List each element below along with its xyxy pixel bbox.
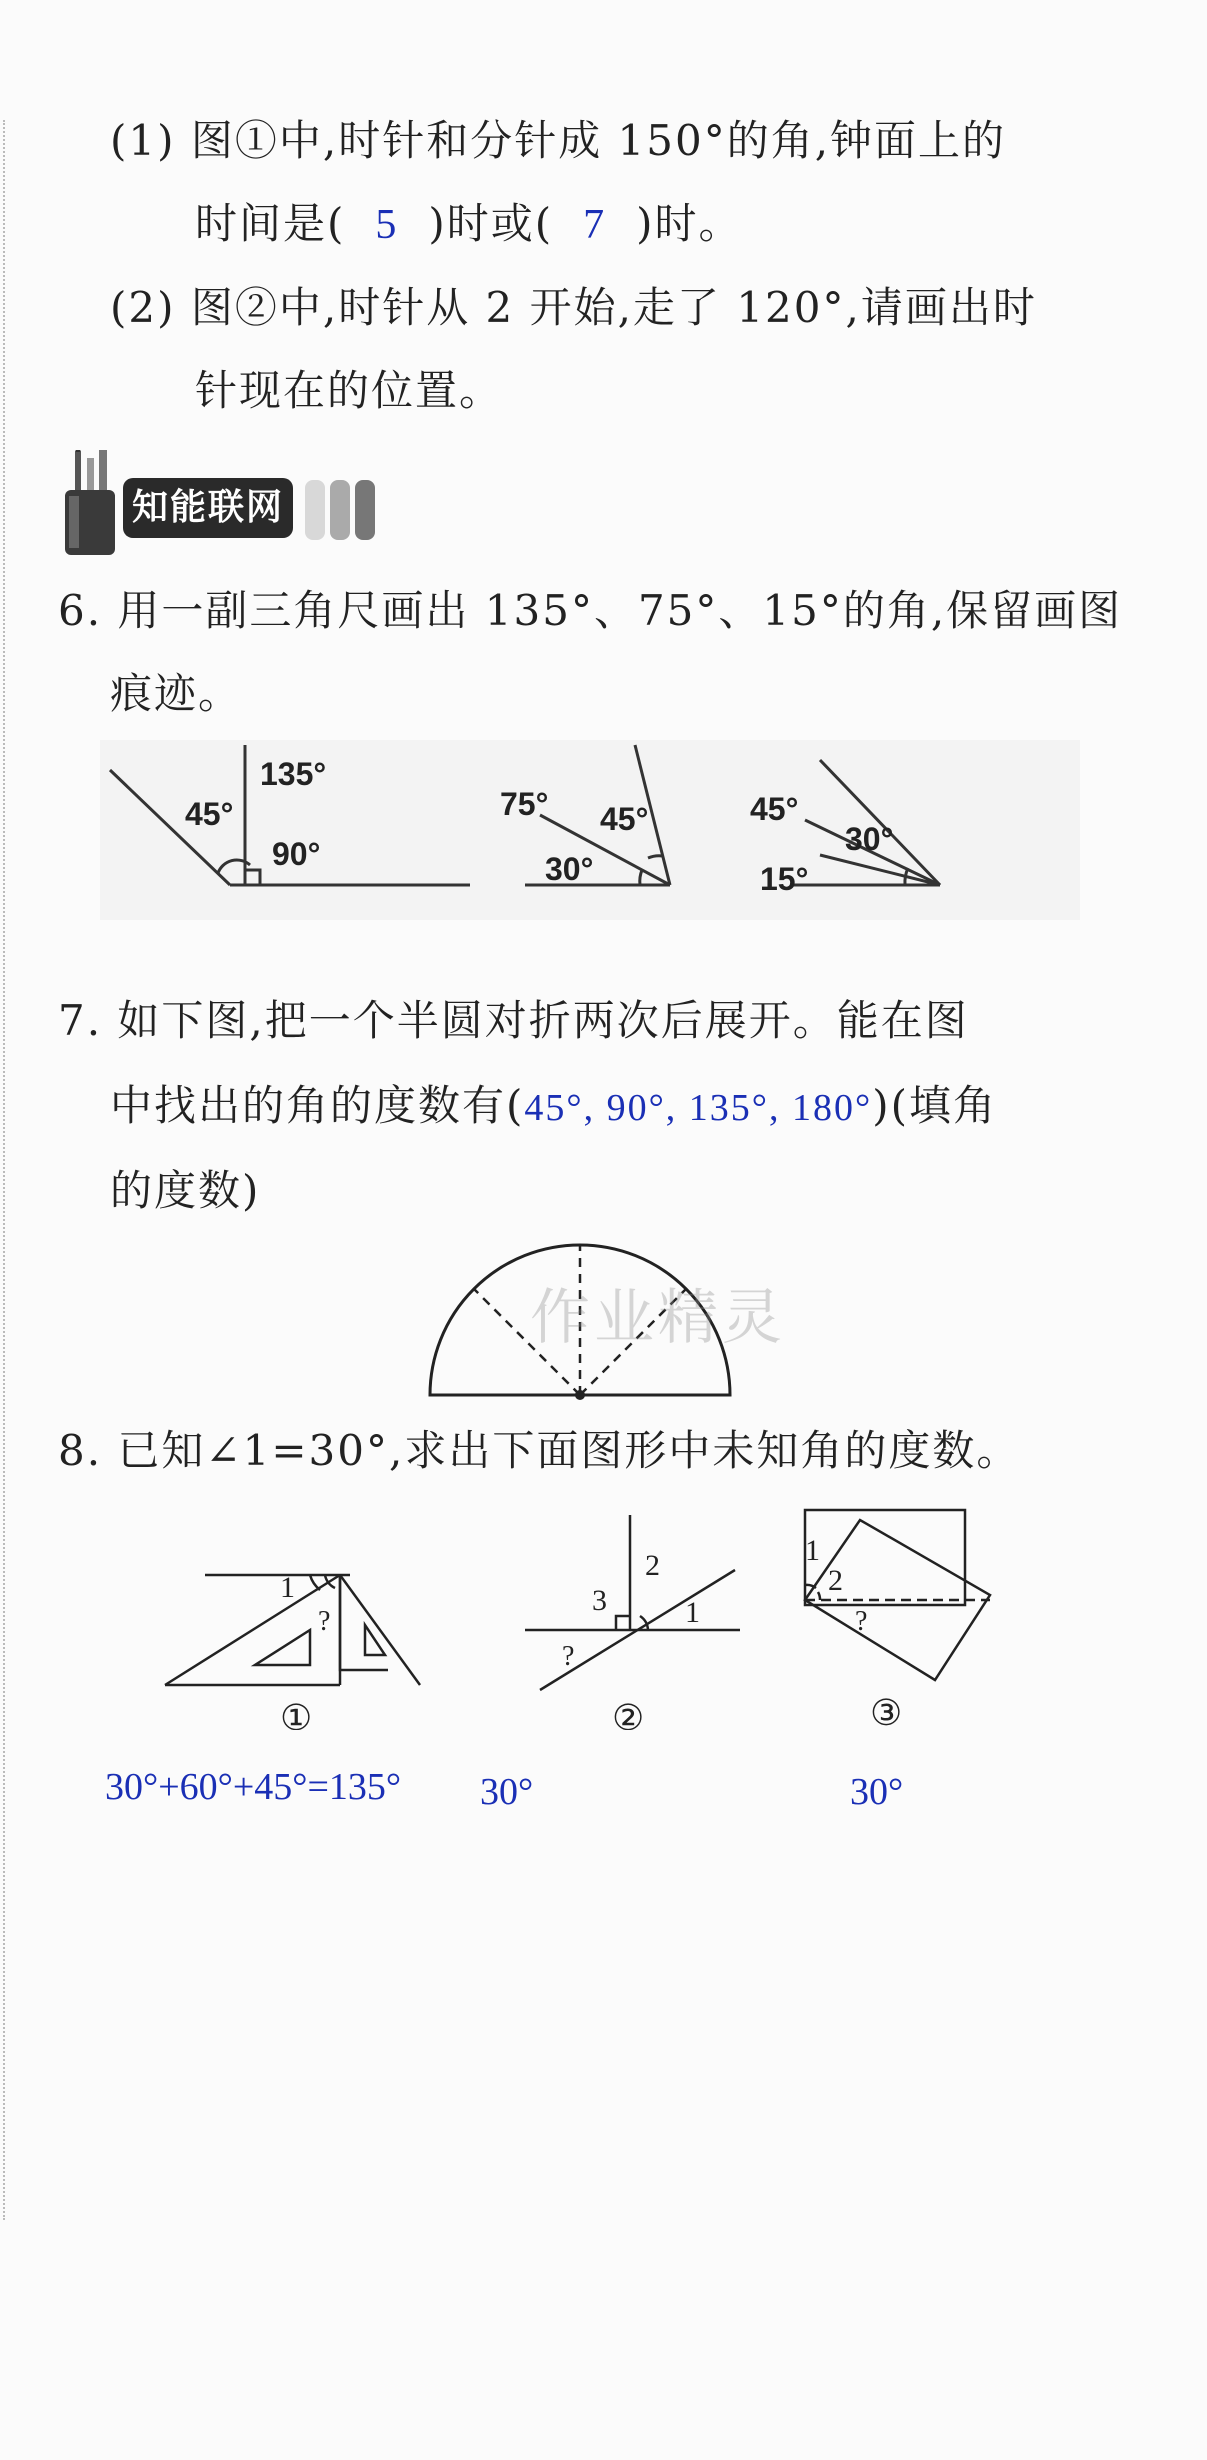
pencil-cup-icon <box>55 450 125 560</box>
q8-fig2-unknown: ? <box>562 1641 575 1672</box>
q6-fig2-label-a: 75° <box>500 786 549 822</box>
q8-figure-2 <box>520 1510 770 1730</box>
q7-answer: 45°, 90°, 135°, 180° <box>524 1087 873 1129</box>
q5-part2-line1: (2) 图②中,时针从 2 开始,走了 120°,请画出时 <box>110 283 1037 332</box>
q6-fig1-label-b: 135° <box>260 756 327 792</box>
margin-dotted-line <box>3 120 5 2220</box>
q8-line1: 8. 已知∠1=30°,求出下面图形中未知角的度数。 <box>58 1426 1021 1475</box>
section-title: 知能联网 <box>123 478 293 538</box>
q8-fig3-angle2: 2 <box>828 1564 843 1597</box>
q6-fig3-label-c: 15° <box>760 861 809 897</box>
q8-figure-1 <box>160 1540 450 1730</box>
q8-answer-2: 30° <box>480 1771 534 1813</box>
q6-figures <box>100 740 1080 920</box>
q8-answer-3: 30° <box>850 1771 904 1813</box>
q8-answer-1: 30°+60°+45°=135° <box>105 1766 402 1808</box>
q8-fig2-angle1: 1 <box>685 1596 700 1629</box>
q8-fig2-angle2: 2 <box>645 1549 660 1582</box>
q8-fig1-label: ① <box>280 1698 313 1730</box>
q5-answer-2: 7 <box>583 202 607 248</box>
q7-line1: 7. 如下图,把一个半圆对折两次后展开。能在图 <box>58 996 969 1045</box>
q7-line2: 中找出的角的度数有(45°, 90°, 135°, 180°)(填角 <box>110 1081 997 1130</box>
q6-fig3-label-a: 45° <box>750 791 799 827</box>
q7-line3: 的度数) <box>110 1166 261 1215</box>
watermark: 作业精灵 <box>530 1283 786 1353</box>
banner-stripe <box>355 480 375 540</box>
q6-fig1-label-c: 90° <box>272 836 321 872</box>
q6-fig3-label-b: 30° <box>845 821 894 857</box>
q5-part1-line2: 时间是( 5 )时或( 7 )时。 <box>195 199 743 248</box>
q6-fig2-label-c: 30° <box>545 851 594 887</box>
q8-fig3-angle1: 1 <box>805 1534 820 1567</box>
q6-line2: 痕迹。 <box>110 669 243 718</box>
q8-fig3-label: ③ <box>870 1693 903 1730</box>
q8-fig2-label: ② <box>612 1698 645 1730</box>
q6-fig2-label-b: 45° <box>600 801 649 837</box>
banner-stripe <box>305 480 325 540</box>
q5-answer-1: 5 <box>375 202 399 248</box>
q8-fig3-unknown: ? <box>855 1606 868 1637</box>
q8-fig2-angle3: 3 <box>592 1584 607 1617</box>
q6-line1: 6. 用一副三角尺画出 135°、75°、15°的角,保留画图 <box>58 586 1123 635</box>
q5-part2-line2: 针现在的位置。 <box>195 366 504 415</box>
q5-part1-line1: (1) 图①中,时针和分针成 150°的角,钟面上的 <box>110 116 1007 165</box>
banner-stripe <box>330 480 350 540</box>
q8-fig1-unknown: ? <box>318 1606 331 1637</box>
q8-figure-3 <box>800 1500 1030 1730</box>
section-banner <box>55 450 385 560</box>
q8-fig1-angle1: 1 <box>280 1571 295 1604</box>
q6-fig1-label-a: 45° <box>185 796 234 832</box>
